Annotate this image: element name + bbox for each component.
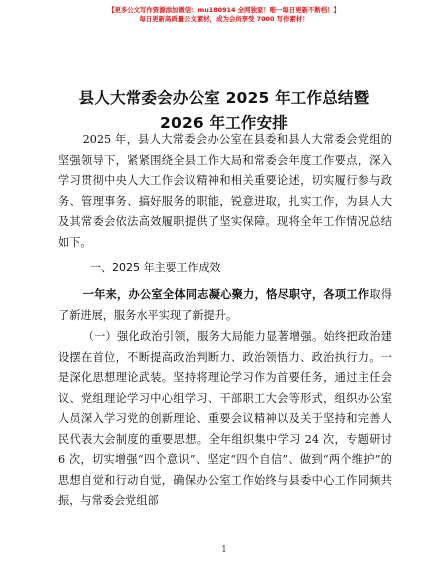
body-paragraph: （一）强化政治引领，服务大局能力显著增强。始终把政治建设摆在首位，不断提高政治判断力、政治领悟力、政治执行力。一是深化思想理论武装。坚持将理论学习作为首要任务，通过主任会议、党组理论学习中心组学习、干部职工大会等形式，组织办公室人员深入学习党的创新理论、重要会议精神以及关于坚持和完善人民代表大会制度的重要思想。全年组织集中学习 24 次，专题研讨 6 次，切实增强“四个意识”、坚定“四个自信”、做到“两个维护”的思想自觉和行动自觉，确保办公室工作始终与县委中心工作同频共振，与常委会党组部 <box>58 330 392 507</box>
banner-line-1: 【更多公文写作资源添加微信：mu180914 全网独家！唯一每日更新不断档！】 <box>108 6 340 14</box>
header-banner <box>0 6 448 24</box>
page-number: 1 <box>221 545 227 555</box>
section-heading: 一、2025 年主要工作成效 <box>90 261 221 274</box>
summary-paragraph <box>58 285 392 326</box>
banner-line-2: 每日更新高质量公文素材，成为会员享受 7000 写作素材！ <box>139 15 309 23</box>
summary-bold-text: 一年来，办公室全体同志凝心聚力，恪尽职守，各项工作 <box>82 288 370 301</box>
summary-rest-text: 取得了新进展，服务水平实现了新提升。 <box>58 288 392 322</box>
intro-paragraph: 2025 年，县人大常委会办公室在县委和县人大常委会党组的坚强领导下，紧紧围绕全县工作大局和常委会年度工作要点，深入学习贯彻中央人大工作会议精神和相关重要论述，切实履行参与政务、管理事务、搞好服务的职能，锐意进取，扎实工作，为县人大及其常委会依法高效履职提供了坚实保障。现将全年工作情况总结如下。 <box>58 133 392 249</box>
document-title: 县人大常委会办公室 2025 年工作总结暨 2026 年工作安排 <box>78 89 370 132</box>
